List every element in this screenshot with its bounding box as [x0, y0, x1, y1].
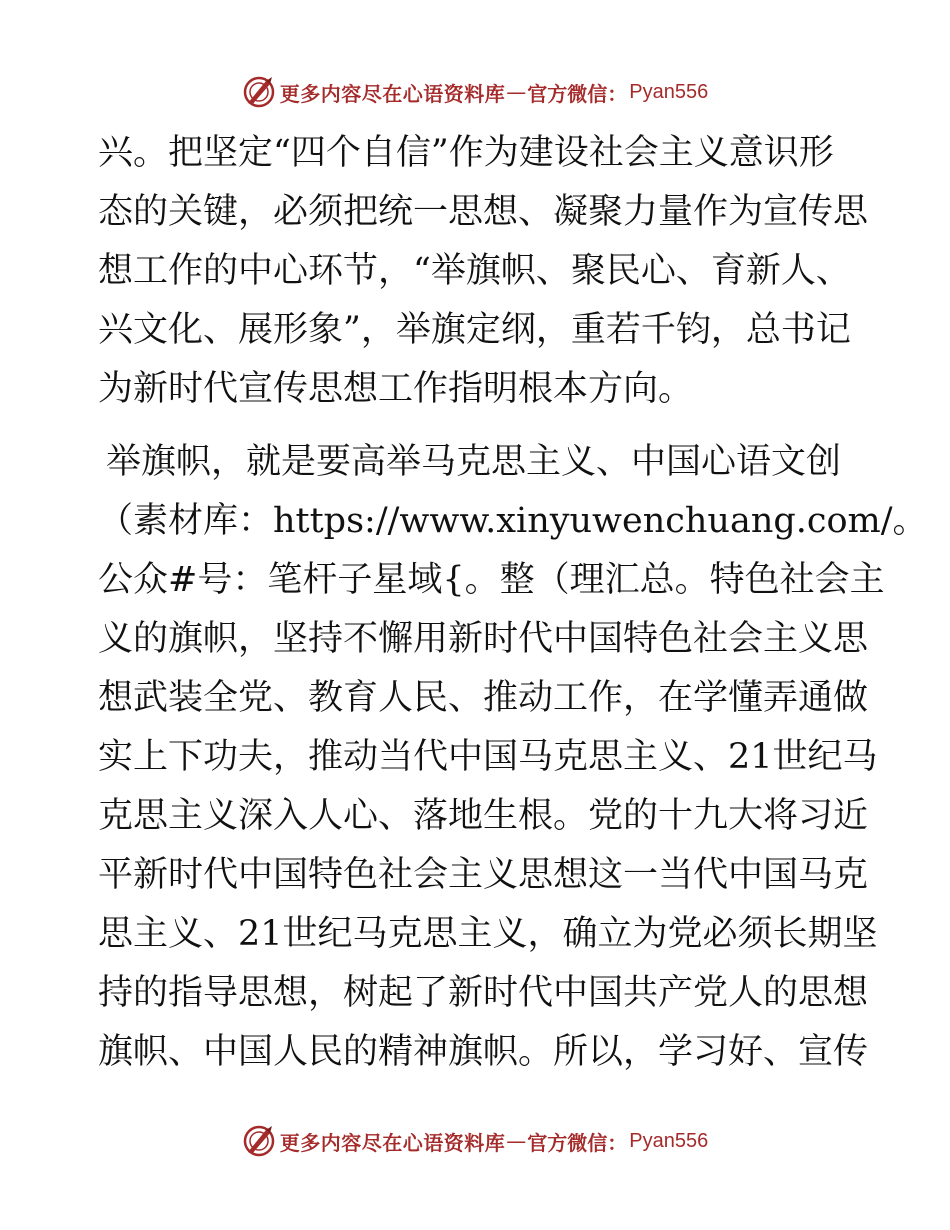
text-line: 义的旗帜，坚持不懈用新时代中国特色社会主义思	[98, 619, 869, 659]
text-line: 平新时代中国特色社会主义思想这一当代中国马克	[98, 855, 869, 895]
quill-logo-icon	[242, 1124, 276, 1158]
banner-official-label: 官方微信：	[527, 81, 628, 106]
text-line: 思主义、21世纪马克思主义，确立为党必须长期坚	[98, 914, 878, 954]
text-line: 公众#号：笔杆子星域{。整（理汇总。特色社会主	[98, 560, 885, 600]
text-line: 克思主义深入人心、落地生根。党的十九大将习近	[98, 796, 869, 836]
footer-banner	[0, 1121, 950, 1161]
header-banner	[0, 72, 950, 112]
text-line: 举旗帜，就是要高举马克思主义、中国心语文创	[106, 442, 842, 482]
document-body	[98, 124, 928, 1082]
banner-official-label: 官方微信：	[527, 1130, 628, 1155]
text-line: 想工作的中心环节，“举旗帜、聚民心、育新人、	[98, 251, 851, 291]
text-line: 想武装全党、教育人民、推动工作，在学懂弄通做	[98, 678, 869, 718]
banner-main-text: 更多内容尽在心语资料库	[279, 81, 506, 106]
text-line: （素材库：https://www.xinyuwenchuang.com/。	[98, 501, 928, 541]
text-line: 态的关键，必须把统一思想、凝聚力量作为宣传思	[98, 192, 869, 232]
text-line: 兴。把坚定“四个自信”作为建设社会主义意识形	[98, 133, 834, 173]
text-line: 为新时代宣传思想工作指明根本方向。	[98, 369, 694, 409]
text-line: 旗帜、中国人民的精神旗帜。所以，学习好、宣传	[98, 1032, 869, 1072]
banner-main-text: 更多内容尽在心语资料库	[279, 1130, 506, 1155]
banner-dash: —	[506, 80, 527, 104]
banner-dash: —	[506, 1129, 527, 1153]
paragraph-1	[98, 124, 869, 419]
banner-wechat-id: Pyan556	[629, 1129, 709, 1152]
text-line: 持的指导思想，树起了新时代中国共产党人的思想	[98, 973, 869, 1013]
paragraph-gap	[98, 419, 858, 433]
paragraph-2	[98, 433, 928, 1082]
banner-wechat-id: Pyan556	[629, 80, 709, 103]
text-line: 实上下功夫，推动当代中国马克思主义、21世纪马	[98, 737, 878, 777]
quill-logo-icon	[242, 75, 276, 109]
text-line: 兴文化、展形象”，举旗定纲，重若千钧，总书记	[98, 310, 851, 350]
